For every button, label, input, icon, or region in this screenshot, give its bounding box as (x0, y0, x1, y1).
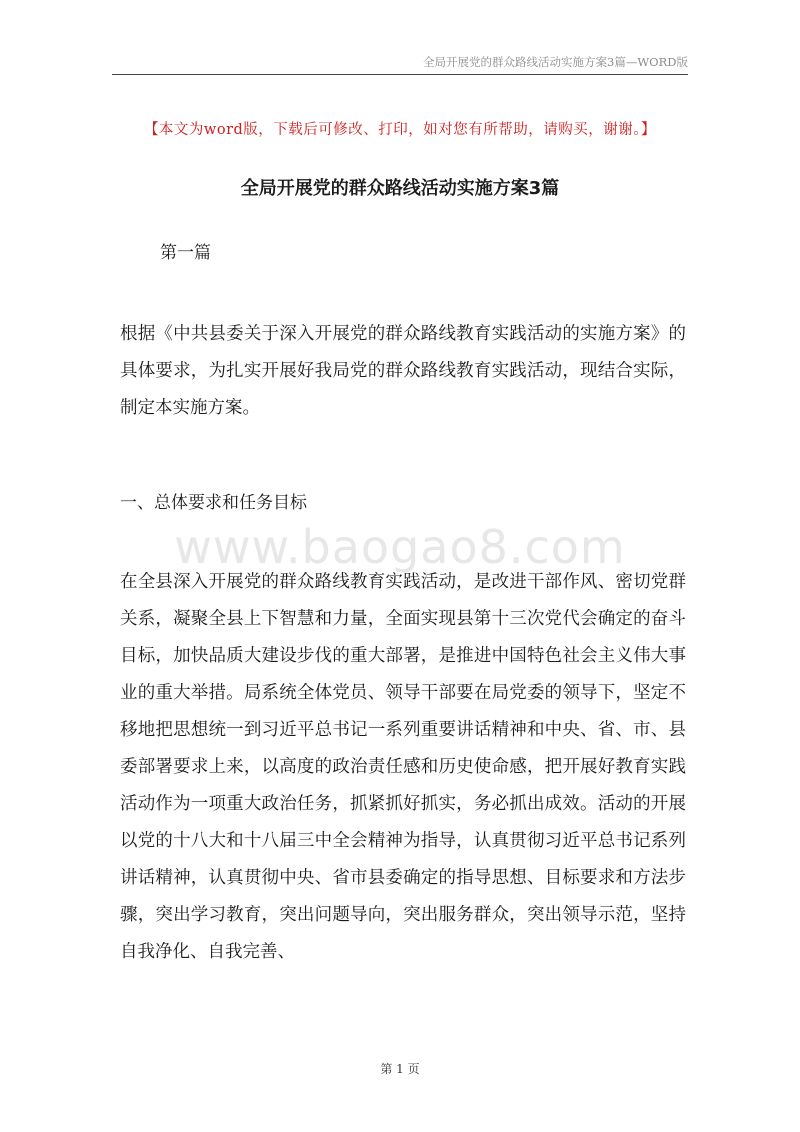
body-paragraph: 在全县深入开展党的群众路线教育实践活动，是改进干部作风、密切党群关系，凝聚全县上下智慧和力量，全面实现县第十三次党代会确定的奋斗目标，加快品质大建设步伐的重大部署，是推进中国特色社会主义伟大事业的重大举措。局系统全体党员、领导干部要在局党委的领导下，坚定不移地把思想统一到习近平总书记一系列重要讲话精神和中央、省、市、县委部署要求上来，以高度的政治责任感和历史使命感，把开展好教育实践活动作为一项重大政治任务，抓紧抓好抓实，务必抓出成效。活动的开展以党的十八大和十八届三中全会精神为指导，认真贯彻习近平总书记系列讲话精神，认真贯彻中央、省市县委确定的指导思想、目标要求和方法步骤，突出学习教育，突出问题导向，突出服务群众，突出领导示范，坚持自我净化、自我完善、 (120, 572, 686, 962)
running-header (112, 52, 688, 75)
page-number: 第 1 页 (380, 1062, 420, 1076)
running-header-title: 全局开展党的群众路线活动实施方案3篇—WORD版 (423, 55, 688, 69)
section-heading: 一、总体要求和任务目标 (120, 493, 307, 513)
intro-paragraph: 根据《中共县委关于深入开展党的群众路线教育实践活动的实施方案》的具体要求，为扎实开展好我局党的群众路线教育实践活动，现结合实际，制定本实施方案。 (120, 324, 686, 418)
section-label: 第一篇 (160, 243, 211, 263)
document-title: 全局开展党的群众路线活动实施方案3篇 (240, 178, 560, 199)
watermark: www.baogao8.com (174, 520, 626, 574)
purchase-notice: 【本文为word版，下载后可修改、打印，如对您有所帮助，请购买，谢谢。】 (143, 122, 657, 138)
